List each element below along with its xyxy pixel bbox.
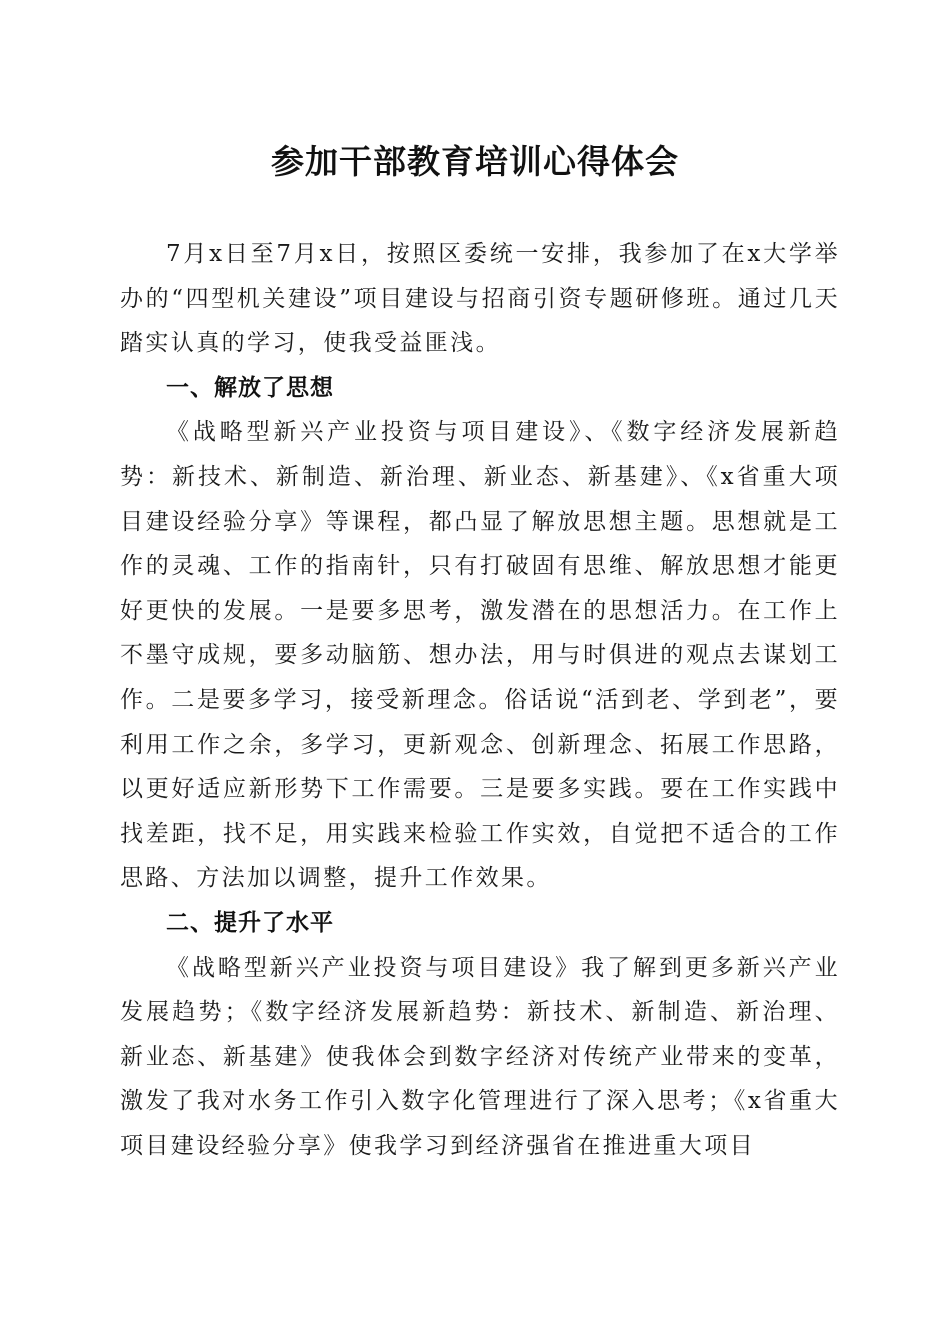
document-title: 参加干部教育培训心得体会 — [271, 142, 679, 181]
document-body — [120, 232, 840, 1168]
section-heading-1: 一、解放了思想 — [166, 374, 334, 401]
section-paragraph-2: 《战略型新兴产业投资与项目建设》我了解到更多新兴产业发展趋势；《数字经济发展新趋势：新技术、新制造、新治理、新业态、新基建》使我体会到数字经济对传统产业带来的变革，激发了我对水务工作引入数字化管理进行了深入思考；《x省重大项目建设经验分享》使我学习到经济强省在推进重大项目 — [120, 954, 840, 1159]
intro-paragraph: 7月x日至7月x日，按照区委统一安排，我参加了在x大学举办的“四型机关建设”项目建设与招商引资专题研修班。通过几天踏实认真的学习，使我受益匪浅。 — [120, 241, 840, 357]
section-heading-2: 二、提升了水平 — [166, 909, 334, 936]
section-paragraph-1: 《战略型新兴产业投资与项目建设》、《数字经济发展新趋势：新技术、新制造、新治理、新业态、新基建》、《x省重大项目建设经验分享》等课程，都凸显了解放思想主题。思想就是工作的灵魂、工作的指南针，只有打破固有思维、解放思想才能更好更快的发展。一是要多思考，激发潜在的思想活力。在工作上不墨守成规，要多动脑筋、想办法，用与时俱进的观点去谋划工作。二是要多学习，接受新理念。俗话说“活到老、学到老”，要利用工作之余，多学习，更新观念、创新理念、拓展工作思路，以更好适应新形势下工作需要。三是要多实践。要在工作实践中找差距，找不足，用实践来检验工作实效，自觉把不适合的工作思路、方法加以调整，提升工作效果。 — [120, 419, 840, 892]
